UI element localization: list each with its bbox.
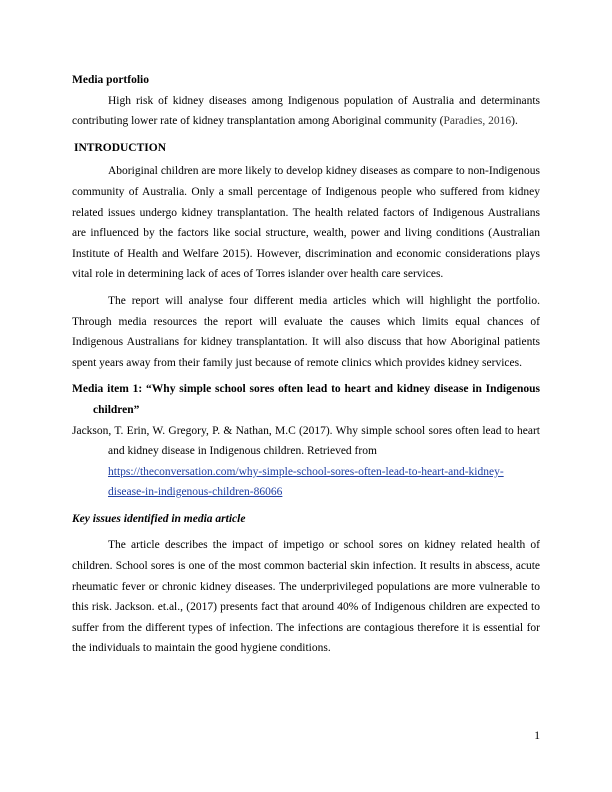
intro-paragraph: [72, 91, 540, 132]
document-body: [72, 70, 540, 659]
reference-url-block: [72, 462, 540, 503]
portfolio-title: Media portfolio: [72, 74, 149, 86]
intro-text: High risk of kidney diseases among Indigenous population of Australia and determinants contributing lower rate of kidney transplantation among Aboriginal community (: [72, 94, 540, 128]
paragraph-3: The article describes the impact of impetigo or school sores on kidney related health of children. School sores is one of the most common bacterial skin infection. It results in abscess, acute rheumatic fever or chronic kidney diseases. The underprivileged populations are more vulnerable to this risk. Jackson. et.al., (2017) presents fact that around 40% of Indigenous children are expected to suffer from the different types of infection. The infections are contagious therefore it is essential for the individuals to maintain the good hygiene conditions.: [72, 539, 540, 655]
reference-entry: Jackson, T. Erin, W. Gregory, P. & Nathan, M.C (2017). Why simple school sores often lead to heart and kidney disease in Indigenous children. Retrieved from: [72, 424, 540, 458]
paragraph-2: The report will analyse four different media articles which will highlight the portfolio. Through media resources the report will evaluate the causes which limits equal chances of Indigenous Australians for kidney transplantation. It will also discuss that how Aboriginal patients spent years away from their family just because of remote clinics which provides kidney services.: [72, 294, 540, 369]
key-issues-heading: Key issues identified in media article: [72, 512, 246, 525]
paragraph-1: Aboriginal children are more likely to develop kidney diseases as compare to non-Indigenous community of Australia. Only a small percentage of Indigenous people who suffered from kidney related issues undergo kidney transplantation. The health related factors of Indigenous Australians are influenced by the factors like social structure, wealth, power and living conditions (Australian Institute of Health and Welfare 2015). However, discrimination and economic considerations plays vital role in determining lack of aces of Torres islander over health care services.: [72, 165, 540, 281]
reference-link-line-2[interactable]: disease-in-indigenous-children-86066: [108, 486, 283, 499]
intro-citation: Paradies, 2016: [443, 115, 512, 128]
page-number: 1: [534, 730, 540, 742]
reference-link-line-1[interactable]: https://theconversation.com/why-simple-school-sores-often-lead-to-heart-and-kidney-: [108, 465, 504, 478]
intro-end: ).: [511, 115, 518, 128]
section-heading-introduction: INTRODUCTION: [74, 141, 167, 154]
media-item-heading: Media item 1: “Why simple school sores often lead to heart and kidney disease in Indigenous children”: [72, 383, 540, 416]
